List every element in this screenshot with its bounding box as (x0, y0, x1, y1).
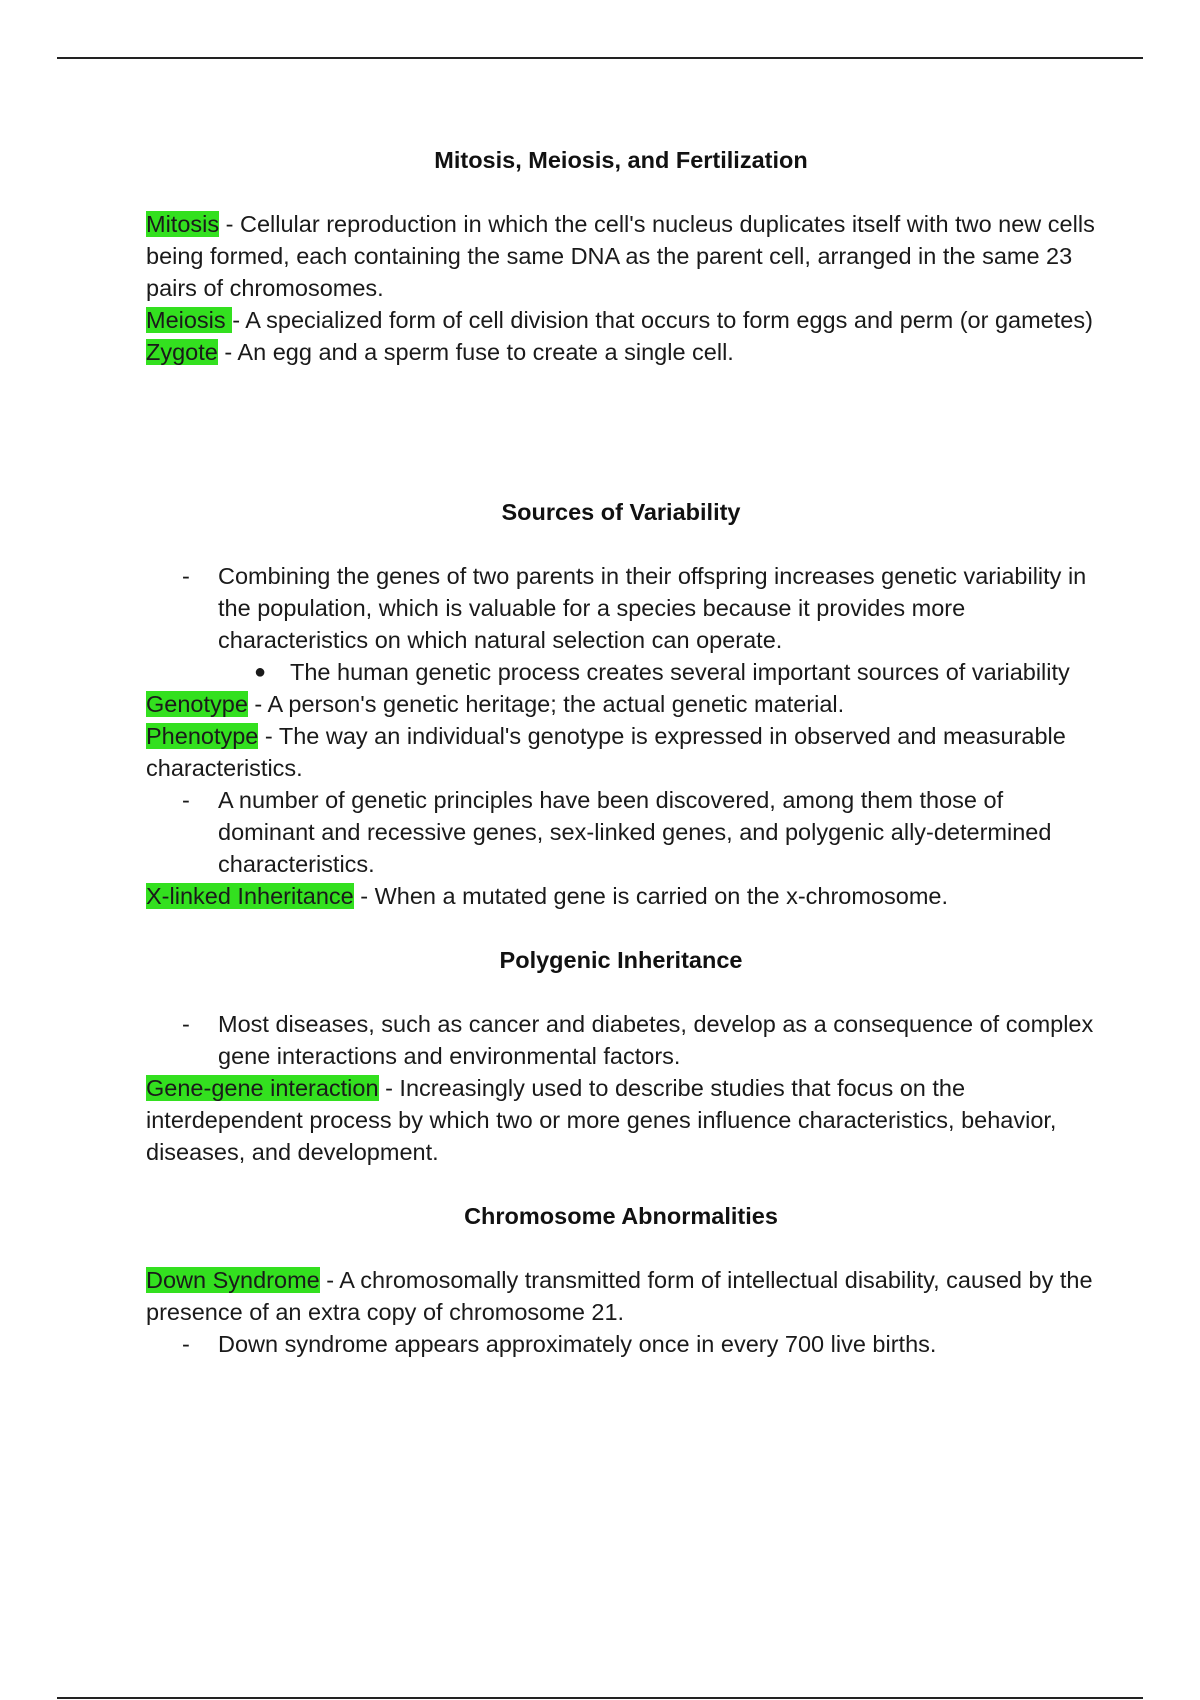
definition-text: - When a mutated gene is carried on the x-chromosome. (353, 883, 949, 909)
definition-mitosis (146, 208, 1096, 304)
header-rule (57, 57, 1143, 59)
section-title-mitosis: Mitosis, Meiosis, and Fertilization (434, 147, 808, 173)
dash-marker: - (182, 1011, 190, 1037)
definition-text: - The way an individual's genotype is expressed in observed and measurable characteristics. (146, 723, 1066, 781)
definition-x-linked (146, 880, 1096, 912)
definition-meiosis (146, 304, 1096, 336)
list-item-text: Most diseases, such as cancer and diabetes, develop as a consequence of complex gene interactions and environmental factors. (218, 1011, 1094, 1069)
term-highlight: Mitosis (146, 211, 220, 237)
dash-marker: - (182, 1331, 190, 1357)
definition-down-syndrome (146, 1264, 1096, 1328)
definition-text: - A specialized form of cell division that occurs to form eggs and perm (or gametes) (232, 307, 1093, 333)
term-highlight: Down Syndrome (146, 1267, 320, 1293)
list-item-text: The human genetic process creates several important sources of variability (290, 659, 1070, 685)
definition-phenotype (146, 720, 1096, 784)
definition-text: - Increasingly used to describe studies that focus on the interdependent process by which two or more genes influence characteristics, behavior, diseases, and development. (146, 1075, 1057, 1165)
definition-zygote (146, 336, 1096, 368)
definition-text: - A person's genetic heritage; the actual genetic material. (247, 691, 845, 717)
list-item (146, 784, 1096, 880)
section-title-chromosome: Chromosome Abnormalities (464, 1203, 778, 1229)
definition-text: - Cellular reproduction in which the cell's nucleus duplicates itself with two new cells being formed, each containing the same DNA as the parent cell, arranged in the same 23 pairs of chromosomes. (146, 211, 1095, 301)
term-highlight: Gene-gene interaction (146, 1075, 379, 1101)
list-item-text: Combining the genes of two parents in their offspring increases genetic variability in the population, which is valuable for a species because it provides more characteristics on which natural selection can operate. (218, 563, 1087, 653)
document-body (146, 144, 1096, 1360)
dash-marker: - (182, 787, 190, 813)
definition-gene-gene (146, 1072, 1096, 1168)
list-item-text: Down syndrome appears approximately once in every 700 live births. (218, 1331, 937, 1357)
term-highlight: Genotype (146, 691, 248, 717)
footer-rule (57, 1697, 1143, 1699)
list-item (146, 656, 1096, 688)
section-title-variability: Sources of Variability (501, 499, 741, 525)
bullet-marker: ● (254, 661, 267, 683)
definition-text: - A chromosomally transmitted form of intellectual disability, caused by the presence of an extra copy of chromosome 21. (146, 1267, 1093, 1325)
list-item (146, 1328, 1096, 1360)
term-highlight: Zygote (146, 339, 218, 365)
list-item (146, 560, 1096, 656)
definition-genotype (146, 688, 1096, 720)
dash-marker: - (182, 563, 190, 589)
definition-text: - An egg and a sperm fuse to create a single cell. (217, 339, 734, 365)
term-highlight: Meiosis (146, 307, 233, 333)
term-highlight: Phenotype (146, 723, 259, 749)
list-item (146, 1008, 1096, 1072)
list-item-text: A number of genetic principles have been discovered, among them those of dominant and recessive genes, sex-linked genes, and polygenic ally-determined characteristics. (218, 787, 1052, 877)
term-highlight: X-linked Inheritance (146, 883, 354, 909)
section-title-polygenic: Polygenic Inheritance (499, 947, 743, 973)
